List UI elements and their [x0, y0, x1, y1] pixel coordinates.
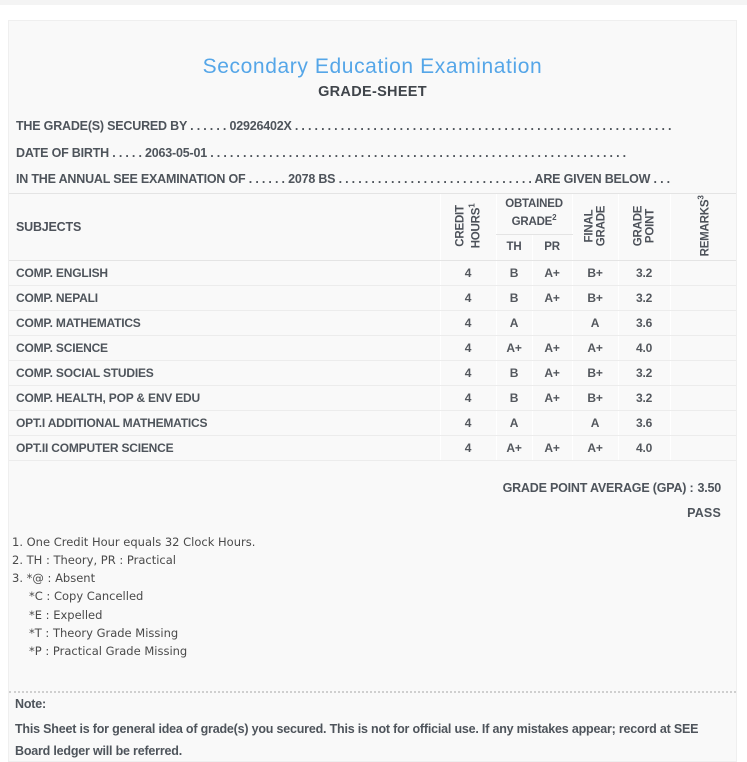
col-header-grade-point: GRADE POINT: [618, 193, 670, 260]
table-row: [9, 260, 736, 285]
date-of-birth-value: 2063-05-01: [145, 145, 207, 160]
credit-hours-cell: 4: [440, 285, 496, 310]
gpa-value: 3.50: [697, 480, 721, 495]
subject-cell: OPT.II COMPUTER SCIENCE: [9, 435, 440, 460]
footnote-item: 2. TH : Theory, PR : Practical: [12, 552, 176, 567]
dot-leader: . . . . .: [109, 145, 146, 160]
secured-by-value: 02926402X: [229, 119, 292, 133]
remarks-cell: [670, 310, 736, 335]
subject-cell: COMP. ENGLISH: [9, 260, 440, 285]
grades-table-body: [9, 260, 736, 460]
col-header-obtained-grade: OBTAINED GRADE$^2$: [496, 193, 572, 234]
info-line-examination: [16, 166, 722, 193]
final-grade-cell: A: [572, 310, 618, 335]
subject-cell: OPT.I ADDITIONAL MATHEMATICS: [9, 410, 440, 435]
footnote-marker-1: 1: [467, 203, 477, 208]
footnote-item: 1. One Credit Hour equals 32 Clock Hours.: [12, 534, 256, 549]
th-grade-cell: B: [496, 260, 532, 285]
dot-leader: . . . . . . . . . . . . . . . . . . . . . . . . . . . . . . . . . . . . . . . . . . . . . . . . . . . . . . . . . . . . . . . .: [206, 145, 626, 160]
th-grade-cell: A: [496, 310, 532, 335]
credit-hours-cell: 4: [440, 310, 496, 335]
remarks-cell: [670, 260, 736, 285]
col-header-credit-hours: CREDIT HOURS$^1$: [440, 193, 496, 260]
pr-grade-cell: [532, 310, 572, 335]
note-divider: [9, 691, 736, 693]
table-row: [9, 435, 736, 460]
grade-point-cell: 4.0: [618, 335, 670, 360]
remarks-cell: [670, 360, 736, 385]
pr-grade-cell: [532, 410, 572, 435]
subject-cell: COMP. SOCIAL STUDIES: [9, 360, 440, 385]
page-title: Secondary Education Examination: [202, 55, 543, 78]
table-row: [9, 410, 736, 435]
info-section: [16, 113, 722, 193]
th-grade-cell: B: [496, 285, 532, 310]
grade-point-cell: 3.2: [618, 385, 670, 410]
final-grade-cell: B+: [572, 260, 618, 285]
credit-hours-cell: 4: [440, 435, 496, 460]
credit-hours-cell: 4: [440, 335, 496, 360]
footnote-marker-2: 2: [552, 213, 557, 223]
col-header-pr: PR: [532, 234, 572, 260]
pr-grade-cell: A+: [532, 260, 572, 285]
date-of-birth-label: DATE OF BIRTH: [16, 145, 109, 160]
grade-point-cell: 3.2: [618, 285, 670, 310]
table-row: [9, 310, 736, 335]
grade-point-cell: 3.2: [618, 360, 670, 385]
footnote-item: 3. *@ : Absent: [12, 571, 96, 586]
credit-hours-cell: 4: [440, 385, 496, 410]
remarks-cell: [670, 435, 736, 460]
subject-cell: COMP. NEPALI: [9, 285, 440, 310]
grade-sheet-card: [8, 20, 737, 762]
dot-leader: . . . . . . . . . . . . . . . . . . . . . . . . . . . . . . . . . . . . . . . . . . . . . . . . . . . . . . . . . .: [291, 119, 672, 133]
final-grade-cell: A+: [572, 435, 618, 460]
pass-status: PASS: [687, 505, 721, 520]
pr-grade-cell: A+: [532, 435, 572, 460]
subject-cell: COMP. SCIENCE: [9, 335, 440, 360]
footnote-marker-3: 3: [696, 195, 706, 200]
th-grade-cell: A+: [496, 435, 532, 460]
dot-leader: . . . . . . . . . . . . . . . . . . . . . . . . . . . . . .: [335, 172, 535, 186]
info-line-secured-by: [16, 113, 722, 140]
col-header-remarks: REMARKS$^3$: [670, 193, 736, 260]
pr-grade-cell: A+: [532, 385, 572, 410]
page-subtitle: GRADE-SHEET: [318, 84, 427, 100]
final-grade-cell: B+: [572, 285, 618, 310]
examination-year-value: 2078 BS: [288, 172, 336, 186]
dot-leader: . . . . . .: [245, 172, 289, 186]
gpa-label: GRADE POINT AVERAGE (GPA) :: [502, 480, 694, 495]
grade-point-cell: 3.6: [618, 410, 670, 435]
footnote-item: *E : Expelled: [29, 607, 103, 622]
top-strip: [0, 0, 747, 5]
final-grade-cell: B+: [572, 385, 618, 410]
subject-cell: COMP. MATHEMATICS: [9, 310, 440, 335]
footnote-item: *C : Copy Cancelled: [29, 589, 144, 604]
gpa-summary: [9, 481, 721, 496]
grade-point-cell: 3.2: [618, 260, 670, 285]
col-header-subjects: SUBJECTS: [9, 193, 440, 260]
final-grade-cell: B+: [572, 360, 618, 385]
table-row: [9, 335, 736, 360]
footnote-item: *P : Practical Grade Missing: [29, 644, 188, 659]
dot-leader: . . . . . .: [186, 119, 230, 133]
remarks-cell: [670, 285, 736, 310]
note-label: Note:: [15, 696, 46, 711]
remarks-cell: [670, 335, 736, 360]
note-text: This Sheet is for general idea of grade(s) you secured. This is not for official use. If any mistakes appear; record at SEE Board ledger will be referred.: [15, 721, 699, 758]
grades-table: [9, 193, 736, 461]
remarks-cell: [670, 410, 736, 435]
grades-table-header: [9, 193, 736, 260]
pr-grade-cell: A+: [532, 360, 572, 385]
th-grade-cell: A+: [496, 335, 532, 360]
final-grade-cell: A: [572, 410, 618, 435]
remarks-cell: [670, 385, 736, 410]
info-line-date-of-birth: [16, 140, 722, 167]
th-grade-cell: B: [496, 385, 532, 410]
pr-grade-cell: A+: [532, 285, 572, 310]
footnotes-section: [12, 533, 736, 661]
examination-suffix: ARE GIVEN BELOW . . .: [534, 172, 670, 186]
subject-cell: COMP. HEALTH, POP & ENV EDU: [9, 385, 440, 410]
table-row: [9, 360, 736, 385]
credit-hours-cell: 4: [440, 410, 496, 435]
col-header-final-grade: FINAL GRADE: [572, 193, 618, 260]
credit-hours-cell: 4: [440, 360, 496, 385]
final-grade-cell: A+: [572, 335, 618, 360]
table-row: [9, 285, 736, 310]
credit-hours-cell: 4: [440, 260, 496, 285]
col-header-th: TH: [496, 234, 532, 260]
grade-point-cell: 3.6: [618, 310, 670, 335]
secured-by-label: THE GRADE(S) SECURED BY: [16, 119, 187, 133]
table-row: [9, 385, 736, 410]
pr-grade-cell: A+: [532, 335, 572, 360]
th-grade-cell: B: [496, 360, 532, 385]
grade-point-cell: 4.0: [618, 435, 670, 460]
th-grade-cell: A: [496, 410, 532, 435]
footnote-item: *T : Theory Grade Missing: [29, 625, 179, 640]
examination-label: IN THE ANNUAL SEE EXAMINATION OF: [16, 172, 246, 186]
